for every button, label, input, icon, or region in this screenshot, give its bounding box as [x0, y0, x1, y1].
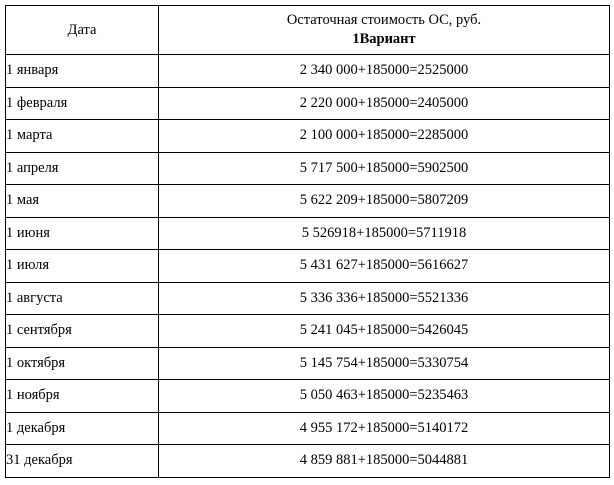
table-row [6, 185, 610, 218]
date-column-header: Дата [6, 6, 159, 55]
value-cell: 5 622 209+185000=5807209 [159, 185, 610, 218]
table-row [6, 445, 610, 478]
date-cell: 1 мая [6, 185, 159, 218]
date-cell: 31 декабря [6, 445, 159, 478]
date-cell: 1 июля [6, 250, 159, 283]
value-cell: 5 241 045+185000=5426045 [159, 315, 610, 348]
value-column-header [159, 6, 610, 55]
value-cell: 4 955 172+185000=5140172 [159, 412, 610, 445]
table-row [6, 282, 610, 315]
table-row [6, 250, 610, 283]
value-cell: 5 050 463+185000=5235463 [159, 380, 610, 413]
date-cell: 1 сентября [6, 315, 159, 348]
value-cell: 5 336 336+185000=5521336 [159, 282, 610, 315]
table-body [6, 55, 610, 478]
header-row [6, 6, 610, 55]
table-row [6, 315, 610, 348]
table-row [6, 120, 610, 153]
variant-label: 1Вариант [352, 31, 416, 47]
value-cell: 2 220 000+185000=2405000 [159, 87, 610, 120]
date-cell: 1 августа [6, 282, 159, 315]
value-cell: 5 526918+185000=5711918 [159, 217, 610, 250]
value-cell: 5 431 627+185000=5616627 [159, 250, 610, 283]
date-cell: 1 февраля [6, 87, 159, 120]
value-cell: 4 859 881+185000=5044881 [159, 445, 610, 478]
table-row [6, 412, 610, 445]
date-cell: 1 ноября [6, 380, 159, 413]
value-column-title: Остаточная стоимость ОС, руб. [286, 12, 482, 28]
table-row [6, 87, 610, 120]
date-cell: 1 апреля [6, 152, 159, 185]
table-header [6, 6, 610, 55]
table-row [6, 55, 610, 88]
value-cell: 2 100 000+185000=2285000 [159, 120, 610, 153]
date-cell: 1 октября [6, 347, 159, 380]
date-cell: 1 июня [6, 217, 159, 250]
value-cell: 5 717 500+185000=5902500 [159, 152, 610, 185]
table-row [6, 347, 610, 380]
value-cell: 5 145 754+185000=5330754 [159, 347, 610, 380]
date-cell: 1 января [6, 55, 159, 88]
date-cell: 1 марта [6, 120, 159, 153]
value-cell: 2 340 000+185000=2525000 [159, 55, 610, 88]
table-row [6, 152, 610, 185]
table-row [6, 380, 610, 413]
residual-value-table [5, 5, 610, 478]
table-row [6, 217, 610, 250]
date-cell: 1 декабря [6, 412, 159, 445]
